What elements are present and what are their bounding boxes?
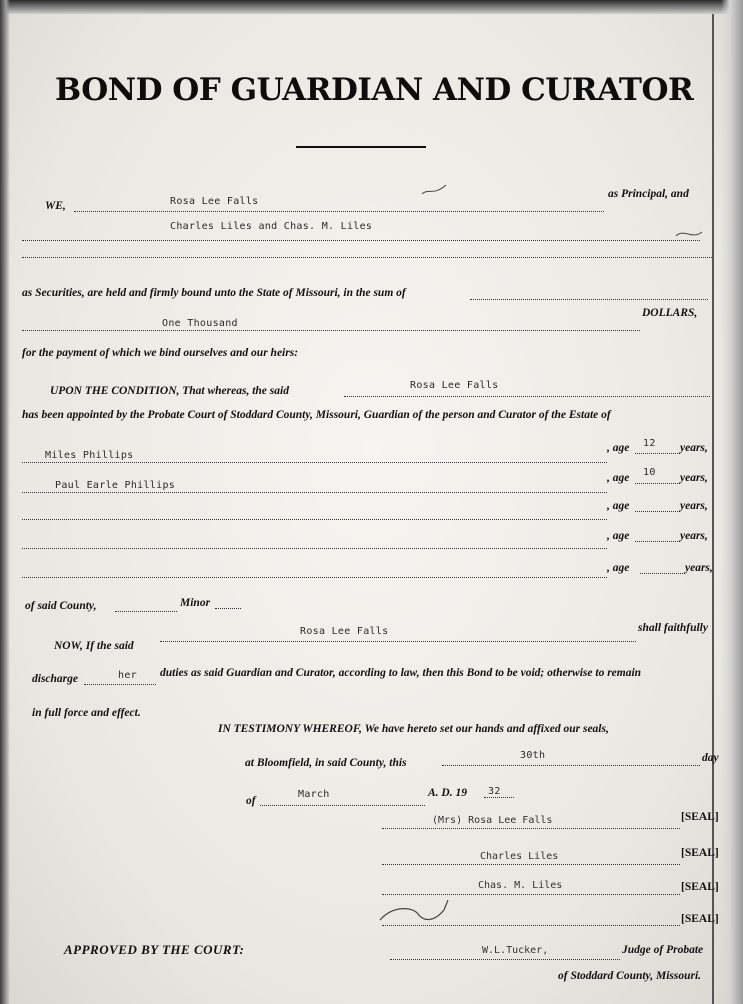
principal-name: Rosa Lee Falls — [170, 196, 259, 207]
years-label: years, — [685, 562, 713, 574]
sureties-names: Charles Liles and Chas. M. Liles — [170, 221, 373, 232]
minor-label: Minor — [180, 597, 211, 609]
discharge-label: discharge — [32, 673, 78, 685]
securities-text: as Securities, are held and firmly bound unto the State of Missouri, in the sum of — [22, 287, 406, 299]
years-label: years, — [680, 500, 708, 512]
county-line — [115, 611, 177, 612]
age-line — [635, 541, 680, 542]
age-line — [635, 453, 680, 454]
principal-line — [74, 211, 604, 212]
approved-label: APPROVED BY THE COURT: — [64, 942, 245, 957]
as-principal-label: as Principal, and — [608, 188, 689, 200]
pen-mark — [674, 226, 704, 242]
seal-label: [SEAL] — [681, 847, 719, 859]
age-label: , age — [607, 500, 630, 512]
appointed-text: has been appointed by the Probate Court of Stoddard County, Missouri, Guardian of the person and Curator of the Estate of — [22, 409, 611, 421]
bond-amount: One Thousand — [162, 318, 238, 329]
duties-text: duties as said Guardian and Curator, according to law, then this Bond to be void; otherwise to remain — [160, 667, 642, 679]
years-label: years, — [680, 530, 708, 542]
scan-edge-top — [0, 0, 743, 14]
signature-principal: (Mrs) Rosa Lee Falls — [432, 815, 553, 826]
age-line — [635, 483, 680, 484]
pen-mark — [420, 182, 450, 198]
year-line — [484, 797, 514, 798]
minor-line — [22, 548, 607, 549]
day-line — [442, 765, 700, 766]
document-title: BOND OF GUARDIAN AND CURATOR — [55, 72, 694, 108]
payment-text: for the payment of which we bind ourselves and our heirs: — [22, 347, 299, 359]
now-label: NOW, If the said — [54, 640, 134, 652]
testimony-text: IN TESTIMONY WHEREOF, We have hereto set our hands and affixed our seals, — [218, 723, 609, 735]
minor-name: Paul Earle Phillips — [55, 480, 176, 491]
judge-title: Judge of Probate — [622, 944, 704, 956]
age-label: , age — [607, 442, 630, 454]
now-line — [160, 641, 636, 642]
now-name: Rosa Lee Falls — [300, 626, 389, 637]
full-force-text: in full force and effect. — [32, 707, 141, 719]
signature-surety-1: Charles Liles — [480, 851, 559, 862]
condition-name: Rosa Lee Falls — [410, 380, 499, 391]
minor-line — [22, 519, 607, 520]
date-day: 30th — [520, 750, 546, 761]
dollars-label: DOLLARS, — [642, 307, 698, 319]
age-label: , age — [607, 530, 630, 542]
we-label: WE, — [45, 200, 66, 212]
title-underline — [296, 146, 426, 148]
of-label: of — [246, 795, 256, 807]
seal-label: [SEAL] — [681, 811, 719, 823]
signature-line — [382, 828, 680, 829]
sureties-line — [22, 240, 700, 241]
month-line — [260, 805, 425, 806]
faithfully-label: shall faithfully — [638, 622, 708, 634]
age-line — [635, 511, 680, 512]
sureties-line-2 — [22, 257, 712, 258]
age-label: , age — [607, 562, 630, 574]
judge-county: of Stoddard County, Missouri. — [558, 970, 702, 982]
minor-line — [22, 492, 607, 493]
date-month: March — [298, 789, 330, 800]
judge-line — [390, 959, 620, 960]
minor-line — [22, 462, 607, 463]
pen-scribble — [372, 892, 462, 932]
age-label: , age — [607, 472, 630, 484]
at-bloomfield-text: at Bloomfield, in said County, this — [245, 757, 407, 769]
minor-label-line — [215, 608, 241, 609]
of-county-label: of said County, — [25, 600, 97, 612]
pronoun: her — [118, 670, 137, 681]
years-label: years, — [680, 472, 708, 484]
signature-line — [382, 864, 680, 865]
minor-age: 12 — [643, 438, 656, 449]
years-label: years, — [680, 442, 708, 454]
condition-name-line — [344, 396, 710, 397]
date-year: 32 — [488, 786, 501, 797]
judge-signature: W.L.Tucker, — [482, 945, 549, 956]
pronoun-line — [84, 684, 156, 685]
minor-age: 10 — [643, 467, 656, 478]
ad-label: A. D. 19 — [428, 787, 467, 799]
seal-label: [SEAL] — [681, 913, 719, 925]
minor-line — [22, 577, 607, 578]
amount-line — [22, 330, 640, 331]
minor-name: Miles Phillips — [45, 450, 134, 461]
sum-line — [470, 299, 708, 300]
scan-edge-left — [0, 0, 10, 1004]
scan-edge-right — [721, 0, 743, 1004]
day-label: day — [702, 752, 719, 764]
seal-label: [SEAL] — [681, 881, 719, 893]
condition-lead: UPON THE CONDITION, That whereas, the said — [50, 385, 289, 397]
signature-surety-2: Chas. M. Liles — [478, 880, 563, 891]
age-line — [640, 573, 685, 574]
